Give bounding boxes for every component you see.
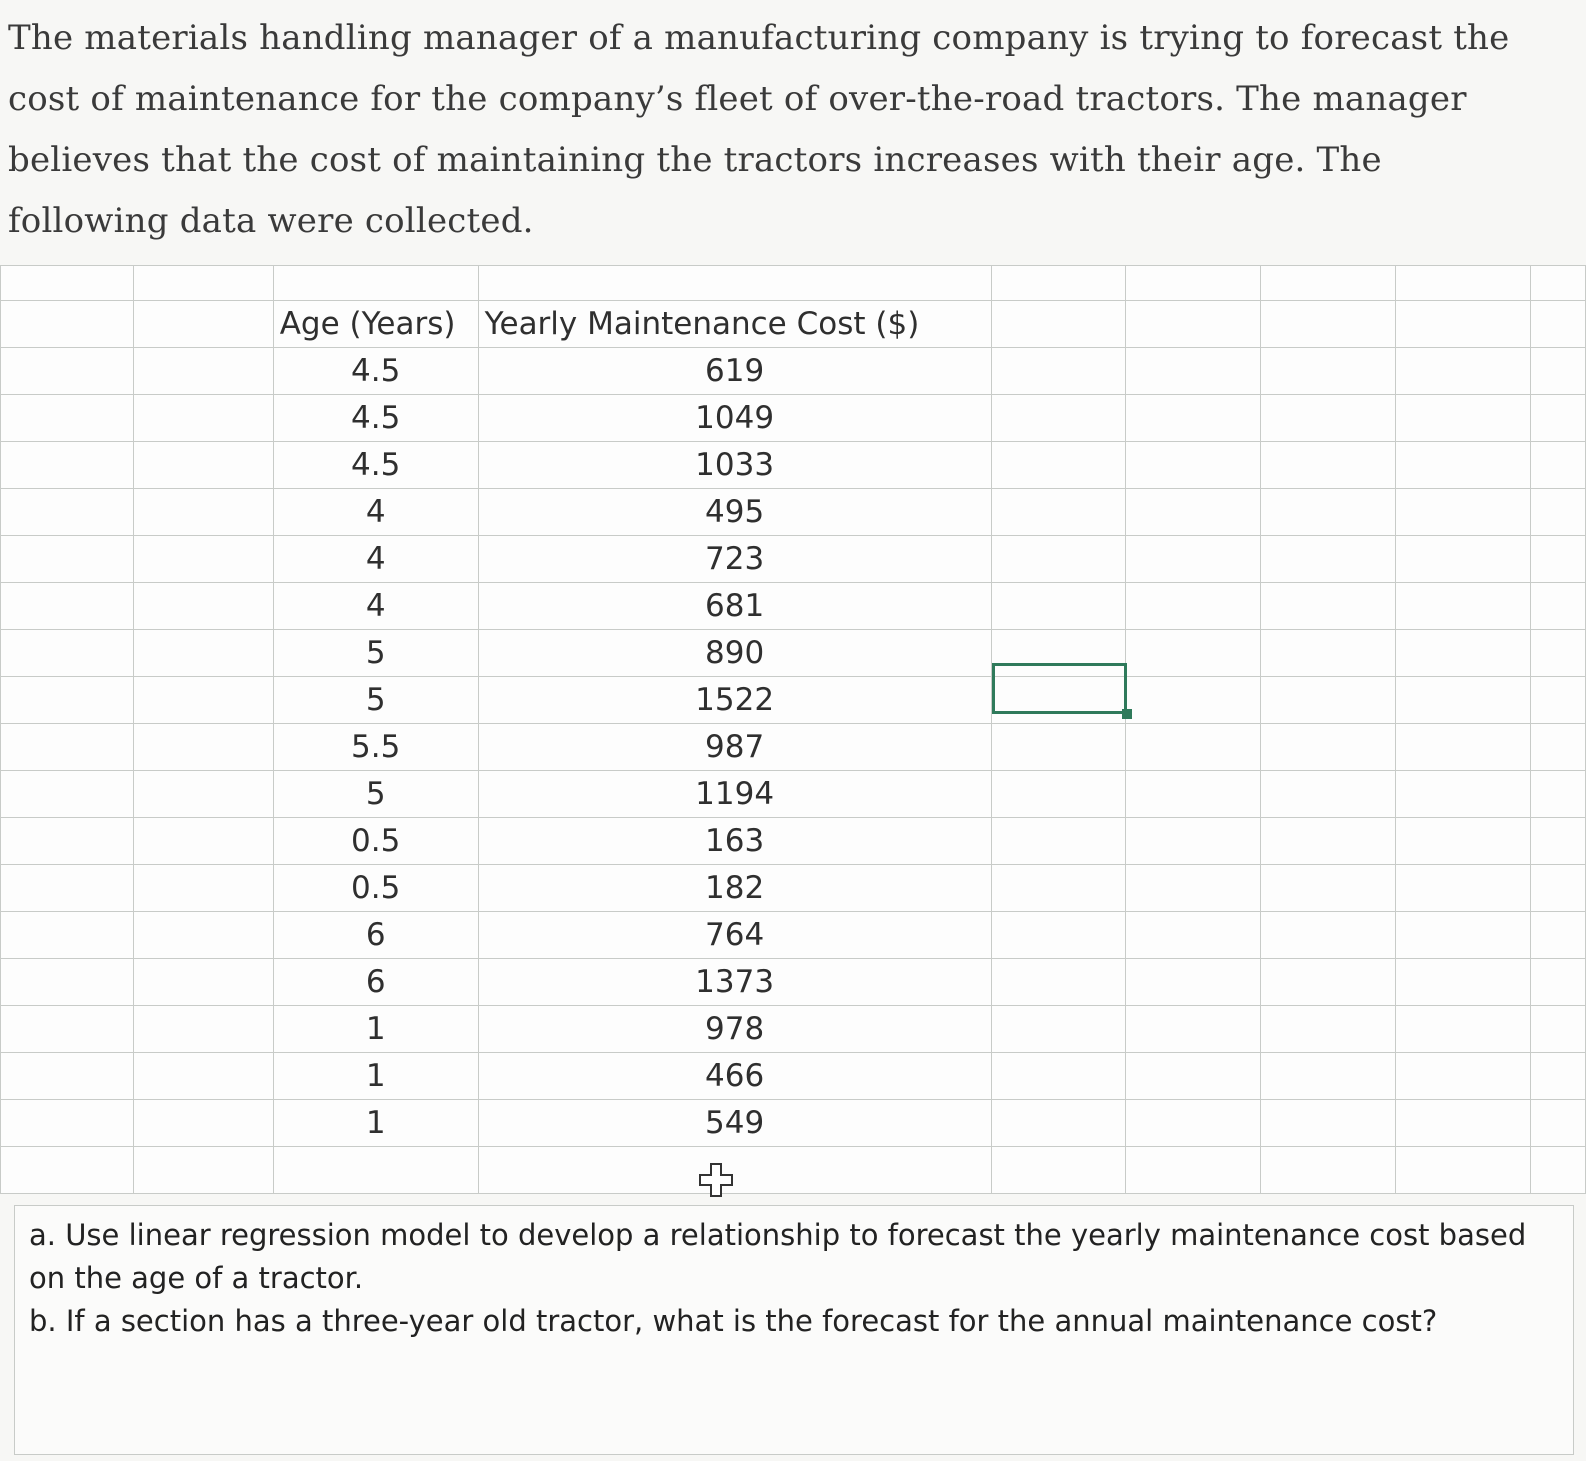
table-row [1,348,1586,395]
empty-cell[interactable] [991,442,1126,489]
empty-cell[interactable] [1,630,134,677]
empty-cell[interactable] [133,395,273,442]
question-b: b. If a section has a three-year old tractor, what is the forecast for the annual maintenance cost? [29,1304,1438,1338]
table-row [1,771,1586,818]
empty-cell[interactable] [991,348,1126,395]
empty-cell[interactable] [1396,1147,1531,1194]
empty-cell[interactable] [991,771,1126,818]
empty-cell[interactable] [1261,959,1396,1006]
empty-cell[interactable] [1126,818,1261,865]
empty-cell[interactable] [1261,1006,1396,1053]
empty-cell[interactable] [1396,489,1531,536]
empty-cell[interactable] [1531,630,1586,677]
table-row [1,1006,1586,1053]
empty-cell[interactable] [1126,724,1261,771]
cost-cell[interactable]: 1049 [478,395,991,442]
empty-cell[interactable] [1,1006,134,1053]
age-cell[interactable]: 4 [273,536,478,583]
problem-statement: The materials handling manager of a manufacturing company is trying to forecast the cost of maintenance for the company’s fleet of over-the-road tractors. The manager believes that the cost of maintaining the tractors increases with their age. The following data were collected. [8,18,1510,241]
plus-cursor-icon [698,1162,734,1198]
table-row [1,1100,1586,1147]
empty-cell[interactable] [1261,724,1396,771]
blank-row [1,1147,1586,1194]
cost-cell[interactable]: 619 [478,348,991,395]
empty-cell[interactable] [1126,959,1261,1006]
empty-cell[interactable] [1261,818,1396,865]
empty-cell[interactable] [1126,1053,1261,1100]
empty-cell[interactable] [1531,1053,1586,1100]
empty-cell[interactable] [1396,348,1531,395]
empty-cell[interactable] [1531,583,1586,630]
empty-cell[interactable] [1,959,134,1006]
empty-cell[interactable] [1,1147,134,1194]
empty-cell[interactable] [1531,865,1586,912]
empty-cell[interactable] [1261,395,1396,442]
cost-cell[interactable]: 890 [478,630,991,677]
empty-cell[interactable] [133,724,273,771]
blank-row [1,266,1586,301]
empty-cell[interactable] [1396,771,1531,818]
empty-cell[interactable] [478,1147,991,1194]
age-cell[interactable]: 0.5 [273,818,478,865]
data-table [0,265,1586,1194]
empty-cell[interactable] [1,771,134,818]
empty-cell[interactable] [273,1147,478,1194]
empty-cell[interactable] [1531,348,1586,395]
empty-cell[interactable] [1531,1100,1586,1147]
questions-box [14,1205,1574,1455]
cost-cell[interactable]: 549 [478,1100,991,1147]
age-header[interactable]: Age (Years) [273,301,478,348]
empty-cell[interactable] [991,1053,1126,1100]
empty-cell[interactable] [1396,1053,1531,1100]
empty-cell[interactable] [991,1006,1126,1053]
empty-cell[interactable] [1126,536,1261,583]
table-row [1,536,1586,583]
empty-cell[interactable] [1126,677,1261,724]
empty-cell[interactable] [133,348,273,395]
empty-cell[interactable] [991,818,1126,865]
empty-cell[interactable] [1126,489,1261,536]
empty-cell[interactable] [1531,912,1586,959]
empty-cell[interactable] [1396,959,1531,1006]
empty-cell[interactable] [133,677,273,724]
empty-cell[interactable] [1531,771,1586,818]
empty-cell[interactable] [1396,630,1531,677]
empty-cell[interactable] [1126,771,1261,818]
age-cell[interactable]: 1 [273,1053,478,1100]
age-cell[interactable]: 6 [273,959,478,1006]
empty-cell[interactable] [1531,1006,1586,1053]
empty-cell[interactable] [1261,1100,1396,1147]
empty-cell[interactable] [1396,536,1531,583]
empty-cell[interactable] [1126,583,1261,630]
empty-cell[interactable] [1261,583,1396,630]
age-cell[interactable]: 6 [273,912,478,959]
cost-cell[interactable]: 764 [478,912,991,959]
empty-cell[interactable] [991,1147,1126,1194]
fill-handle[interactable] [1122,709,1132,719]
empty-cell[interactable] [1,489,134,536]
empty-cell[interactable] [1396,442,1531,489]
empty-cell[interactable] [1126,865,1261,912]
age-cell[interactable]: 5.5 [273,724,478,771]
empty-cell[interactable] [1396,818,1531,865]
table-row [1,583,1586,630]
empty-cell[interactable] [1,348,134,395]
table-row [1,865,1586,912]
table-row [1,1053,1586,1100]
empty-cell[interactable] [991,583,1126,630]
table-row [1,630,1586,677]
empty-cell[interactable] [1396,724,1531,771]
cost-cell[interactable]: 1194 [478,771,991,818]
table-row [1,395,1586,442]
cost-cell[interactable]: 681 [478,583,991,630]
age-cell[interactable]: 4 [273,583,478,630]
empty-cell[interactable] [1531,959,1586,1006]
cost-header[interactable]: Yearly Maintenance Cost ($) [478,301,991,348]
empty-cell[interactable] [1126,395,1261,442]
empty-cell[interactable] [1396,1100,1531,1147]
empty-cell[interactable] [1,536,134,583]
empty-cell[interactable] [133,1147,273,1194]
empty-cell[interactable] [1396,395,1531,442]
empty-cell[interactable] [1,1053,134,1100]
empty-cell[interactable] [1261,348,1396,395]
cost-cell[interactable]: 1522 [478,677,991,724]
empty-cell[interactable] [991,865,1126,912]
empty-cell[interactable] [133,865,273,912]
age-cell[interactable]: 5 [273,677,478,724]
empty-cell[interactable] [991,1100,1126,1147]
cost-cell[interactable]: 1033 [478,442,991,489]
empty-cell[interactable] [133,442,273,489]
empty-cell[interactable] [1531,395,1586,442]
cost-cell[interactable]: 987 [478,724,991,771]
cost-cell[interactable]: 1373 [478,959,991,1006]
empty-cell[interactable] [133,771,273,818]
empty-cell[interactable] [1261,536,1396,583]
empty-cell[interactable] [1261,865,1396,912]
empty-cell[interactable] [1,818,134,865]
empty-cell[interactable] [1261,677,1396,724]
header-row [1,301,1586,348]
empty-cell[interactable] [1261,1053,1396,1100]
question-a: a. Use linear regression model to develop a relationship to forecast the yearly maintenance cost based on the age of a tractor. [29,1218,1527,1295]
empty-cell[interactable] [991,912,1126,959]
empty-cell[interactable] [1261,1147,1396,1194]
empty-cell[interactable] [1531,677,1586,724]
empty-cell[interactable] [991,536,1126,583]
table-row [1,959,1586,1006]
empty-cell[interactable] [1,583,134,630]
empty-cell[interactable] [133,630,273,677]
empty-cell[interactable] [1396,583,1531,630]
age-cell[interactable]: 5 [273,630,478,677]
cost-cell[interactable]: 163 [478,818,991,865]
age-cell[interactable]: 5 [273,771,478,818]
cost-cell[interactable]: 466 [478,1053,991,1100]
empty-cell[interactable] [1531,1147,1586,1194]
age-cell[interactable]: 1 [273,1100,478,1147]
age-cell[interactable]: 4.5 [273,442,478,489]
empty-cell[interactable] [1,865,134,912]
age-cell[interactable]: 1 [273,1006,478,1053]
empty-cell[interactable] [133,959,273,1006]
cost-cell[interactable]: 182 [478,865,991,912]
empty-cell[interactable] [133,583,273,630]
table-row [1,912,1586,959]
empty-cell[interactable] [1396,1006,1531,1053]
empty-cell[interactable] [991,395,1126,442]
spreadsheet-grid[interactable] [0,265,1586,1195]
table-row [1,818,1586,865]
empty-cell[interactable] [133,489,273,536]
age-cell[interactable]: 0.5 [273,865,478,912]
empty-cell[interactable] [1,395,134,442]
empty-cell[interactable] [1396,912,1531,959]
age-cell[interactable]: 4 [273,489,478,536]
empty-cell[interactable] [1126,442,1261,489]
empty-cell[interactable] [1126,1100,1261,1147]
age-cell[interactable]: 4.5 [273,395,478,442]
cost-cell[interactable]: 723 [478,536,991,583]
table-row [1,677,1586,724]
table-row [1,489,1586,536]
empty-cell[interactable] [133,1100,273,1147]
empty-cell[interactable] [1261,771,1396,818]
empty-cell[interactable] [991,959,1126,1006]
empty-cell[interactable] [1,677,134,724]
empty-cell[interactable] [1396,677,1531,724]
empty-cell[interactable] [133,1053,273,1100]
empty-cell[interactable] [1396,865,1531,912]
empty-cell[interactable] [991,489,1126,536]
empty-cell[interactable] [133,818,273,865]
empty-cell[interactable] [991,724,1126,771]
empty-cell[interactable] [1126,348,1261,395]
empty-cell[interactable] [1531,489,1586,536]
empty-cell[interactable] [1261,489,1396,536]
empty-cell[interactable] [1126,912,1261,959]
empty-cell[interactable] [1531,818,1586,865]
empty-cell[interactable] [1126,1147,1261,1194]
empty-cell[interactable] [1531,442,1586,489]
age-cell[interactable]: 4.5 [273,348,478,395]
empty-cell[interactable] [1,1100,134,1147]
empty-cell[interactable] [1261,912,1396,959]
empty-cell[interactable] [133,912,273,959]
empty-cell[interactable] [1531,724,1586,771]
empty-cell[interactable] [1126,1006,1261,1053]
empty-cell[interactable] [1,724,134,771]
empty-cell[interactable] [1261,442,1396,489]
empty-cell[interactable] [133,536,273,583]
empty-cell[interactable] [1261,630,1396,677]
cost-cell[interactable]: 978 [478,1006,991,1053]
table-row [1,442,1586,489]
empty-cell[interactable] [1531,536,1586,583]
empty-cell[interactable] [1,912,134,959]
empty-cell[interactable] [1126,630,1261,677]
table-row [1,724,1586,771]
cost-cell[interactable]: 495 [478,489,991,536]
empty-cell[interactable] [133,1006,273,1053]
selected-cell[interactable] [992,663,1127,714]
empty-cell[interactable] [1,442,134,489]
